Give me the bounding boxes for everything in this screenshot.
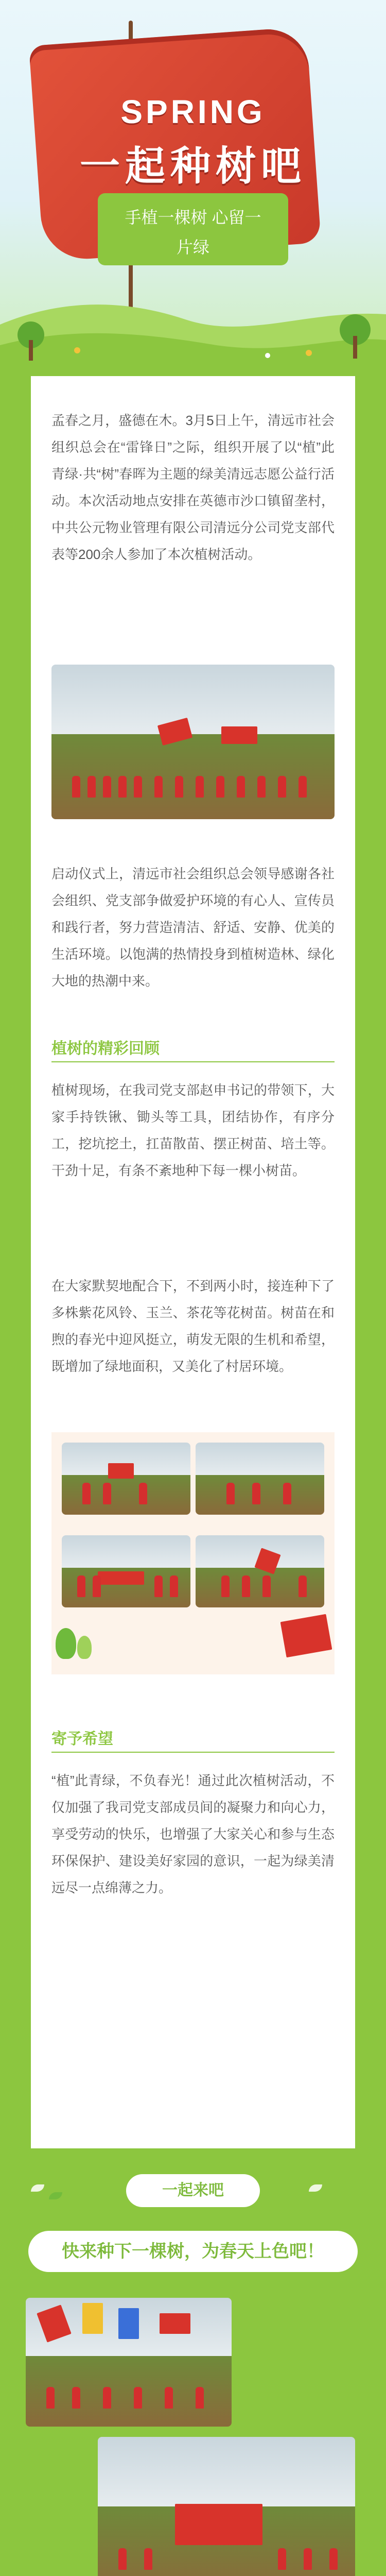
hero-subtitle-line1: 手植一棵树 心留一: [125, 208, 261, 227]
section-divider-2: [51, 1752, 335, 1753]
article-paragraph-1: 孟春之月，盛德在木。3月5日上午，清远市社会组织总会在“雷锋日”之际，组织开展了以“植”此青绿·共“树”春晖为主题的绿美清远志愿公益行活动。本次活动地点安排在英德市沙口镇留垄村，中共公元物业管理有限公司清远分公司党支部代表等200余人参加了本次植树活动。: [51, 413, 335, 562]
tree-icon: [77, 1636, 92, 1659]
group-photo-1: [51, 665, 335, 819]
section-title-hope: 寄予希望: [51, 1731, 113, 1748]
article-paragraph-5: “植”此青绿，不负春光！通过此次植树活动，不仅加强了我司党支部成员间的凝聚力和向心力，享受劳动的快乐，也增强了大家关心和参与生态环保保护、建设美好家园的意识，一起为绿美清远尽一点绵薄之力。: [51, 1773, 335, 1895]
bottom-photo-1: [26, 2298, 232, 2427]
tree-icon: [56, 1628, 76, 1659]
hero-title-en: SPRING: [120, 93, 266, 130]
collage-photo-2: [196, 1443, 324, 1515]
bottom-photo-2: [98, 2437, 355, 2576]
hero-subtitle-line2: 片绿: [176, 238, 209, 257]
green-hills: [0, 278, 386, 361]
collage-photo-4: [196, 1535, 324, 1607]
pill-come-together: 一起来吧: [126, 2174, 260, 2207]
leaf-icon: [49, 2192, 62, 2199]
hero-banner: [0, 0, 386, 361]
article-paragraph-3: 植树现场，在我司党支部赵申书记的带领下，大家手持铁锹、锄头等工具，团结协作，有序分工，挖坑挖土，扛苗散苗、摆正树苗、培土等。干劲十足，有条不紊地种下每一棵小树苗。: [51, 1082, 335, 1178]
collage-photo-1: [62, 1443, 190, 1515]
article-paragraph-4: 在大家默契地配合下，不到两小时，接连种下了多株紫花风铃、玉兰、茶花等花树苗。树苗在和煦的春光中迎风挺立，萌发无限的生机和希望，既增加了绿地面积，又美化了村居环境。: [51, 1278, 335, 1374]
collage-photo-3: [62, 1535, 190, 1607]
leaf-icon: [309, 2184, 322, 2192]
pill-plant-tree-slogan: 快来种下一棵树，为春天上色吧！: [28, 2231, 358, 2272]
section-title-review: 植树的精彩回顾: [51, 1040, 160, 1057]
article-card: [31, 376, 355, 2148]
hero-subtitle-box: [98, 193, 288, 265]
hero-title-cn: 一起种树吧: [79, 143, 306, 189]
photo-collage: [51, 1432, 335, 1674]
leaf-icon: [31, 2184, 44, 2192]
section-divider-1: [51, 1061, 335, 1062]
article-paragraph-2: 启动仪式上，清远市社会组织总会领导感谢各社会组织、党支部争做爱护环境的有心人、宣传员和践行者，努力营造清洁、舒适、安静、优美的生活环境。以饱满的热情投身到植树造林、绿化大地的热潮中来。: [51, 866, 335, 989]
red-flag-icon: [280, 1614, 332, 1658]
